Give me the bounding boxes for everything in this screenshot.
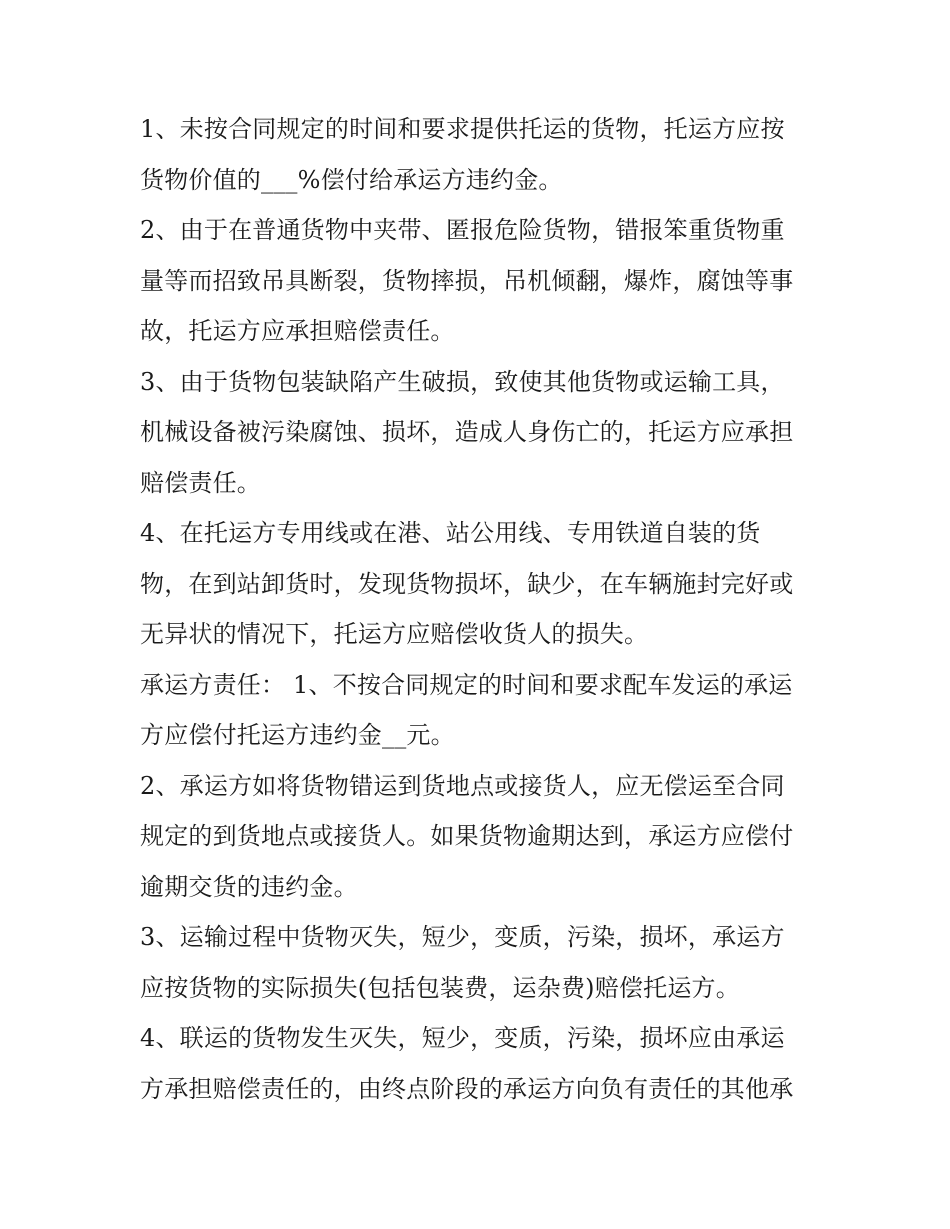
text-line: 4、在托运方专用线或在港、站公用线、专用铁道自装的货 [140, 519, 761, 547]
text-line: 物，在到站卸货时，发现货物损坏，缺少，在车辆施封完好或 [140, 569, 794, 598]
text-line: 方承担赔偿责任的，由终点阶段的承运方向负有责任的其他承 [140, 1074, 794, 1103]
text-line: 故，托运方应承担赔偿责任。 [140, 317, 455, 345]
text-line: 2、由于在普通货物中夹带、匿报危险货物，错报笨重货物重 [140, 216, 785, 244]
text-line: 4、联运的货物发生灭失，短少，变质，污染，损坏应由承运 [140, 1024, 785, 1052]
text-line: 3、由于货物包装缺陷产生破损，致使其他货物或运输工具， [140, 367, 785, 396]
text-line: 赔偿责任。 [140, 468, 261, 497]
text-line: 货物价值的___%偿付给承运方违约金。 [140, 165, 563, 194]
text-line: 应按货物的实际损失(包括包装费，运杂费)赔偿托运方。 [140, 973, 740, 1002]
document-body [140, 104, 820, 1114]
text-line: 3、运输过程中货物灭失，短少，变质，污染，损坏，承运方 [140, 923, 785, 951]
text-line: 2、承运方如将货物错运到货地点或接货人，应无偿运至合同 [140, 771, 785, 800]
text-line: 1、未按合同规定的时间和要求提供托运的货物，托运方应按 [140, 115, 785, 143]
text-line: 方应偿付托运方违约金__元。 [140, 721, 455, 749]
text-line: 承运方责任： 1、不按合同规定的时间和要求配车发运的承运 [140, 670, 793, 699]
text-line: 规定的到货地点或接货人。如果货物逾期达到，承运方应偿付 [140, 822, 794, 850]
text-line: 逾期交货的违约金。 [140, 872, 358, 901]
text-line: 机械设备被污染腐蚀、损坏，造成人身伤亡的，托运方应承担 [140, 418, 794, 446]
text-line: 无异状的情况下，托运方应赔偿收货人的损失。 [140, 620, 649, 648]
text-line: 量等而招致吊具断裂，货物摔损，吊机倾翻，爆炸，腐蚀等事 [140, 266, 794, 295]
